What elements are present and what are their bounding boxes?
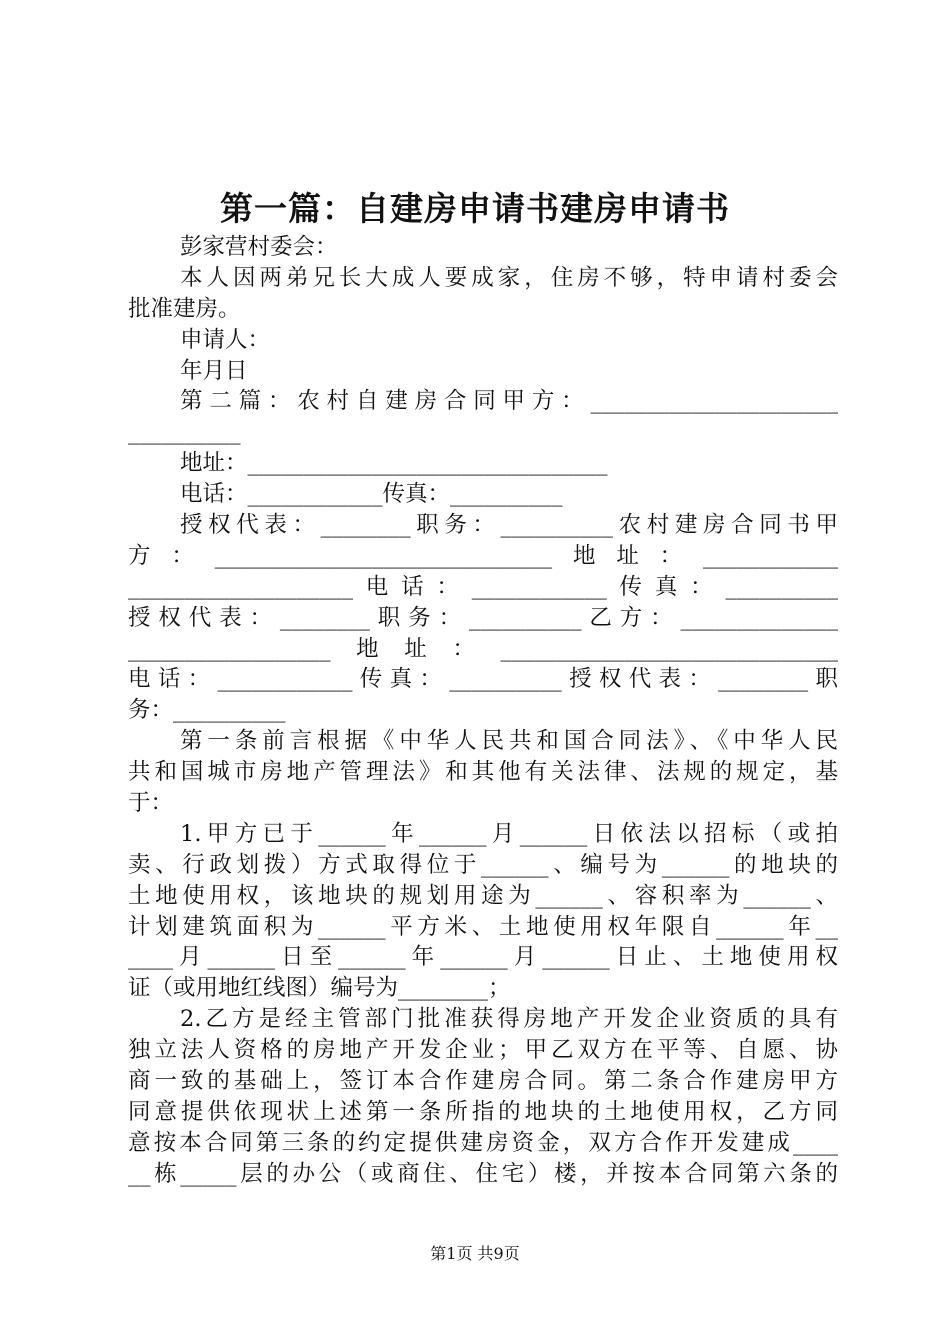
text-line: 2.乙方是经主管部门批准获得房地产开发企业资质的具有 bbox=[180, 1006, 838, 1033]
text-line: 证（或用地红线图）编号为________； bbox=[128, 975, 511, 1002]
text-line: 意按本合同第三条的约定提供建房资金，双方合作开发建成____ bbox=[128, 1129, 838, 1156]
text-line: 电话：____________传真：__________授权代表：________职 bbox=[128, 666, 838, 693]
text-line: 本人因两弟兄长大成人要成家，住房不够，特申请村委会 bbox=[180, 264, 838, 291]
text-line: 地址：________________________________ bbox=[180, 450, 608, 477]
text-line: 授权代表：________职务：__________农村建房合同书甲 bbox=[180, 512, 838, 539]
text-line: 第二篇：农村自建房合同甲方：______________________ bbox=[180, 388, 838, 415]
text-line: 共和国城市房地产管理法》和其他有关法律、法规的规定，基 bbox=[128, 759, 838, 786]
document-body bbox=[128, 232, 838, 1190]
text-line: 授权代表：________职务：__________乙方：______________ bbox=[128, 604, 838, 631]
text-line: __________________地址：______________________________ bbox=[128, 635, 838, 662]
text-line: 务：__________ bbox=[128, 697, 286, 724]
page-footer: 第1页 共9页 bbox=[430, 1244, 520, 1263]
text-line: 年月日 bbox=[180, 357, 248, 384]
text-line: ____月______日至______年______月______日止、土地使用权 bbox=[128, 944, 838, 971]
text-line: 批准建房。 bbox=[128, 295, 241, 322]
text-line: 商一致的基础上，签订本合作建房合同。第二条合作建房甲方 bbox=[128, 1068, 838, 1095]
text-line: 第一条前言根据《中华人民共和国合同法》、《中华人民 bbox=[180, 728, 838, 755]
text-line: __________ bbox=[128, 419, 241, 446]
text-line: 计划建筑面积为______平方米、土地使用权年限自______年__ bbox=[128, 913, 838, 940]
text-line: __栋_____层的办公（或商住、住宅）楼，并按本合同第六条的 bbox=[128, 1160, 838, 1187]
text-line: 同意提供依现状上述第一条所指的地块的土地使用权，乙方同 bbox=[128, 1098, 838, 1125]
text-line: 1.甲方已于______年______月______日依法以招标（或拍 bbox=[180, 820, 838, 847]
text-line: 于： bbox=[128, 790, 174, 817]
document-title: 第一篇：自建房申请书建房申请书 bbox=[220, 189, 730, 228]
text-line: ____________________电话：____________传真：__________ bbox=[128, 573, 838, 600]
text-line: 方：______________________________地址：____________ bbox=[128, 542, 838, 569]
text-line: 独立法人资格的房地产开发企业；甲乙双方在平等、自愿、协 bbox=[128, 1037, 838, 1064]
text-line: 卖、行政划拨）方式取得位于______、编号为______的地块的 bbox=[128, 851, 838, 878]
text-line: 土地使用权，该地块的规划用途为______、容积率为______、 bbox=[128, 882, 838, 909]
text-line: 申请人： bbox=[180, 326, 271, 353]
text-line: 电话：____________传真：__________ bbox=[180, 481, 563, 508]
text-line: 彭家营村委会： bbox=[180, 234, 338, 260]
